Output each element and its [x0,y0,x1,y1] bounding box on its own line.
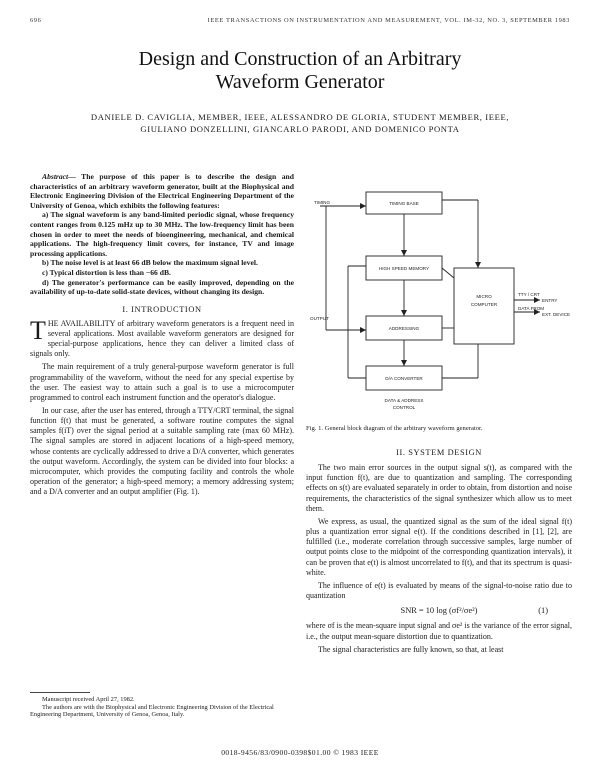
intro-p3: In our case, after the user has entered, through a TTY/CRT terminal, the signal function f(t) that must be generated, a software routine computes the signal samples f(iT) over the signal period at a suitable sampling rate (max 60 MHz). The signal samples are stored in adjacent locations of a high-speed memory, whose contents are cyclically addressed to drive a D/A converter, which generates the output waveform. Accordingly, the system can be divided into four blocks: a microcomputer, which provides the computing facility and controls the whole operation of the generator; a high-speed memory; a memory addressing system; and a D/A converter and an output amplifier (Fig. 1). [30,405,294,497]
block-diagram [306,170,572,418]
footnote-received: Manuscript received April 27, 1982. [42,696,135,703]
label-bottom-2: CONTROL [392,405,416,410]
label-timing-base: TIMING BASE [389,201,419,206]
system-p4: where σf is the mean-square input signal and σe² is the variance of the error signal, i.e., the output mean-square distortion due to quantization. [306,621,572,641]
label-right-1: TTY / CRT [518,292,540,297]
abstract-p1: — The purpose of this paper is to describe the design and characteristics of an arbitrary waveform generator, built at the Biophysical and Electronic Engineering Division of the Electrical Engineering Department of the University of Genoa, which exhibits the following features: [30,172,294,210]
figure-1 [306,170,572,432]
figure-caption: Fig. 1. General block diagram of the arbitrary waveform generator. [306,425,483,432]
footnote-affiliation: The authors are with the Biophysical and Electronic Engineering Division of the Electrical Engineering Department, University of Genoa, Genoa, Italy. [30,703,274,719]
label-micro-2: COMPUTER [470,302,498,307]
title-line-2: Waveform Generator [215,71,385,93]
label-addressing: ADDRESSING [388,326,420,331]
label-micro-1: MICRO [476,294,492,299]
abstract-item-a: a) The signal waveform is any band-limited periodic signal, whose frequency content ranges from 0.125 mHz up to 30 MHz. The low-frequency limit has been chosen in order to meet the needs of bioengineering, mechanical, and chemical applications. The high-frequency limit covers, for instance, TV and image processing applications. [30,210,294,258]
section-heading-system: II. SYSTEM DESIGN [396,448,482,457]
equation-number: (1) [538,606,548,616]
intro-body [30,315,294,498]
label-input-left: TIMING [314,200,331,205]
equation-1 [306,606,572,616]
system-p5: The signal characteristics are fully known, so that, at least [318,644,504,654]
section-heading-intro: I. INTRODUCTION [122,304,202,314]
system-p3: The influence of e(t) is evaluated by means of the signal-to-noise ratio due to quantization [306,580,572,601]
system-p1: The two main error sources in the output signal s(t), as compared with the input function f(t), are due to quantization and sampling. The corresponding effects on s(t) are evaluated separately in order to obtain, from distortion and noise requirements, the characteristics of the signal synthesizer which allow us to meet them. [306,463,572,513]
label-memory: HIGH SPEED MEMORY [378,266,430,271]
right-column-text [306,448,572,655]
system-p2: We express, as usual, the quantized signal as the sum of the ideal signal f(t) plus a quantization error signal e(t). If the conditions described in [1], [2], are fulfilled (i.e., moderate correlation through successive samples, large number of output points close to the midpoint of the corresponding quantization intervals), it can be proven that e(t) is almost uncorrelated to f(t), and that its spectrum is quasi-white. [306,516,572,577]
label-bottom-1: DATA & ADDRESS [384,398,424,403]
equation-body: SNR = 10 log (σf²/σe²) [400,606,478,616]
label-right-2: ENTRY [542,298,558,303]
paper-title [40,48,560,94]
left-column [30,172,294,497]
authors-line-1: DANIELE D. CAVIGLIA, MEMBER, IEEE, ALESSANDRO DE GLORIA, STUDENT MEMBER, IEEE, [90,112,510,122]
abstract-item-d: d) The generator's performance can be easily improved, depending on the availability of up-to-date solid-state devices, without changing its design. [30,277,294,297]
abstract [30,172,294,297]
label-right-3: DATA FROM [518,306,545,311]
running-header: IEEE TRANSACTIONS ON INSTRUMENTATION AND MEASUREMENT, VOL. IM-32, NO. 3, SEPTEMBER 1983 [207,17,570,24]
dropcap-letter: T [30,315,46,345]
footnote-rule [30,692,90,693]
intro-p1: HE AVAILABILITY of arbitrary waveform generators is a frequent need in several applications. Most available waveform generators are designed for special-purpose applications, hence they can deliver a limited class of signals only. [30,318,294,359]
label-output: OUTPUT [310,316,329,321]
abstract-label: Abstract [42,172,69,181]
label-dac: D/A CONVERTER [385,376,423,381]
intro-p2: The main requirement of a truly general-purpose waveform generator is full programmability of the waveform, without the need for any special expertise by the user. The easiest way to attain such a goal is to use a microcomputer programmed to control each instrument function and the operator's dialogue. [30,362,294,402]
title-line-1: Design and Construction of an Arbitrary [138,48,462,70]
page-number: 696 [30,17,42,24]
authors-line-2: GIULIANO DONZELLINI, GIANCARLO PARODI, AND DOMENICO PONTA [140,123,460,134]
copyright-line: 0018-9456/83/0900-0398$01.00 © 1983 IEEE [221,748,379,757]
footnote [30,692,294,719]
label-right-4: EXT. DEVICE [542,312,571,317]
abstract-item-c: c) Typical distortion is less than −66 dB. [42,267,171,277]
author-list [40,112,560,135]
abstract-item-b: b) The noise level is at least 66 dB below the maximum signal level. [42,258,258,268]
